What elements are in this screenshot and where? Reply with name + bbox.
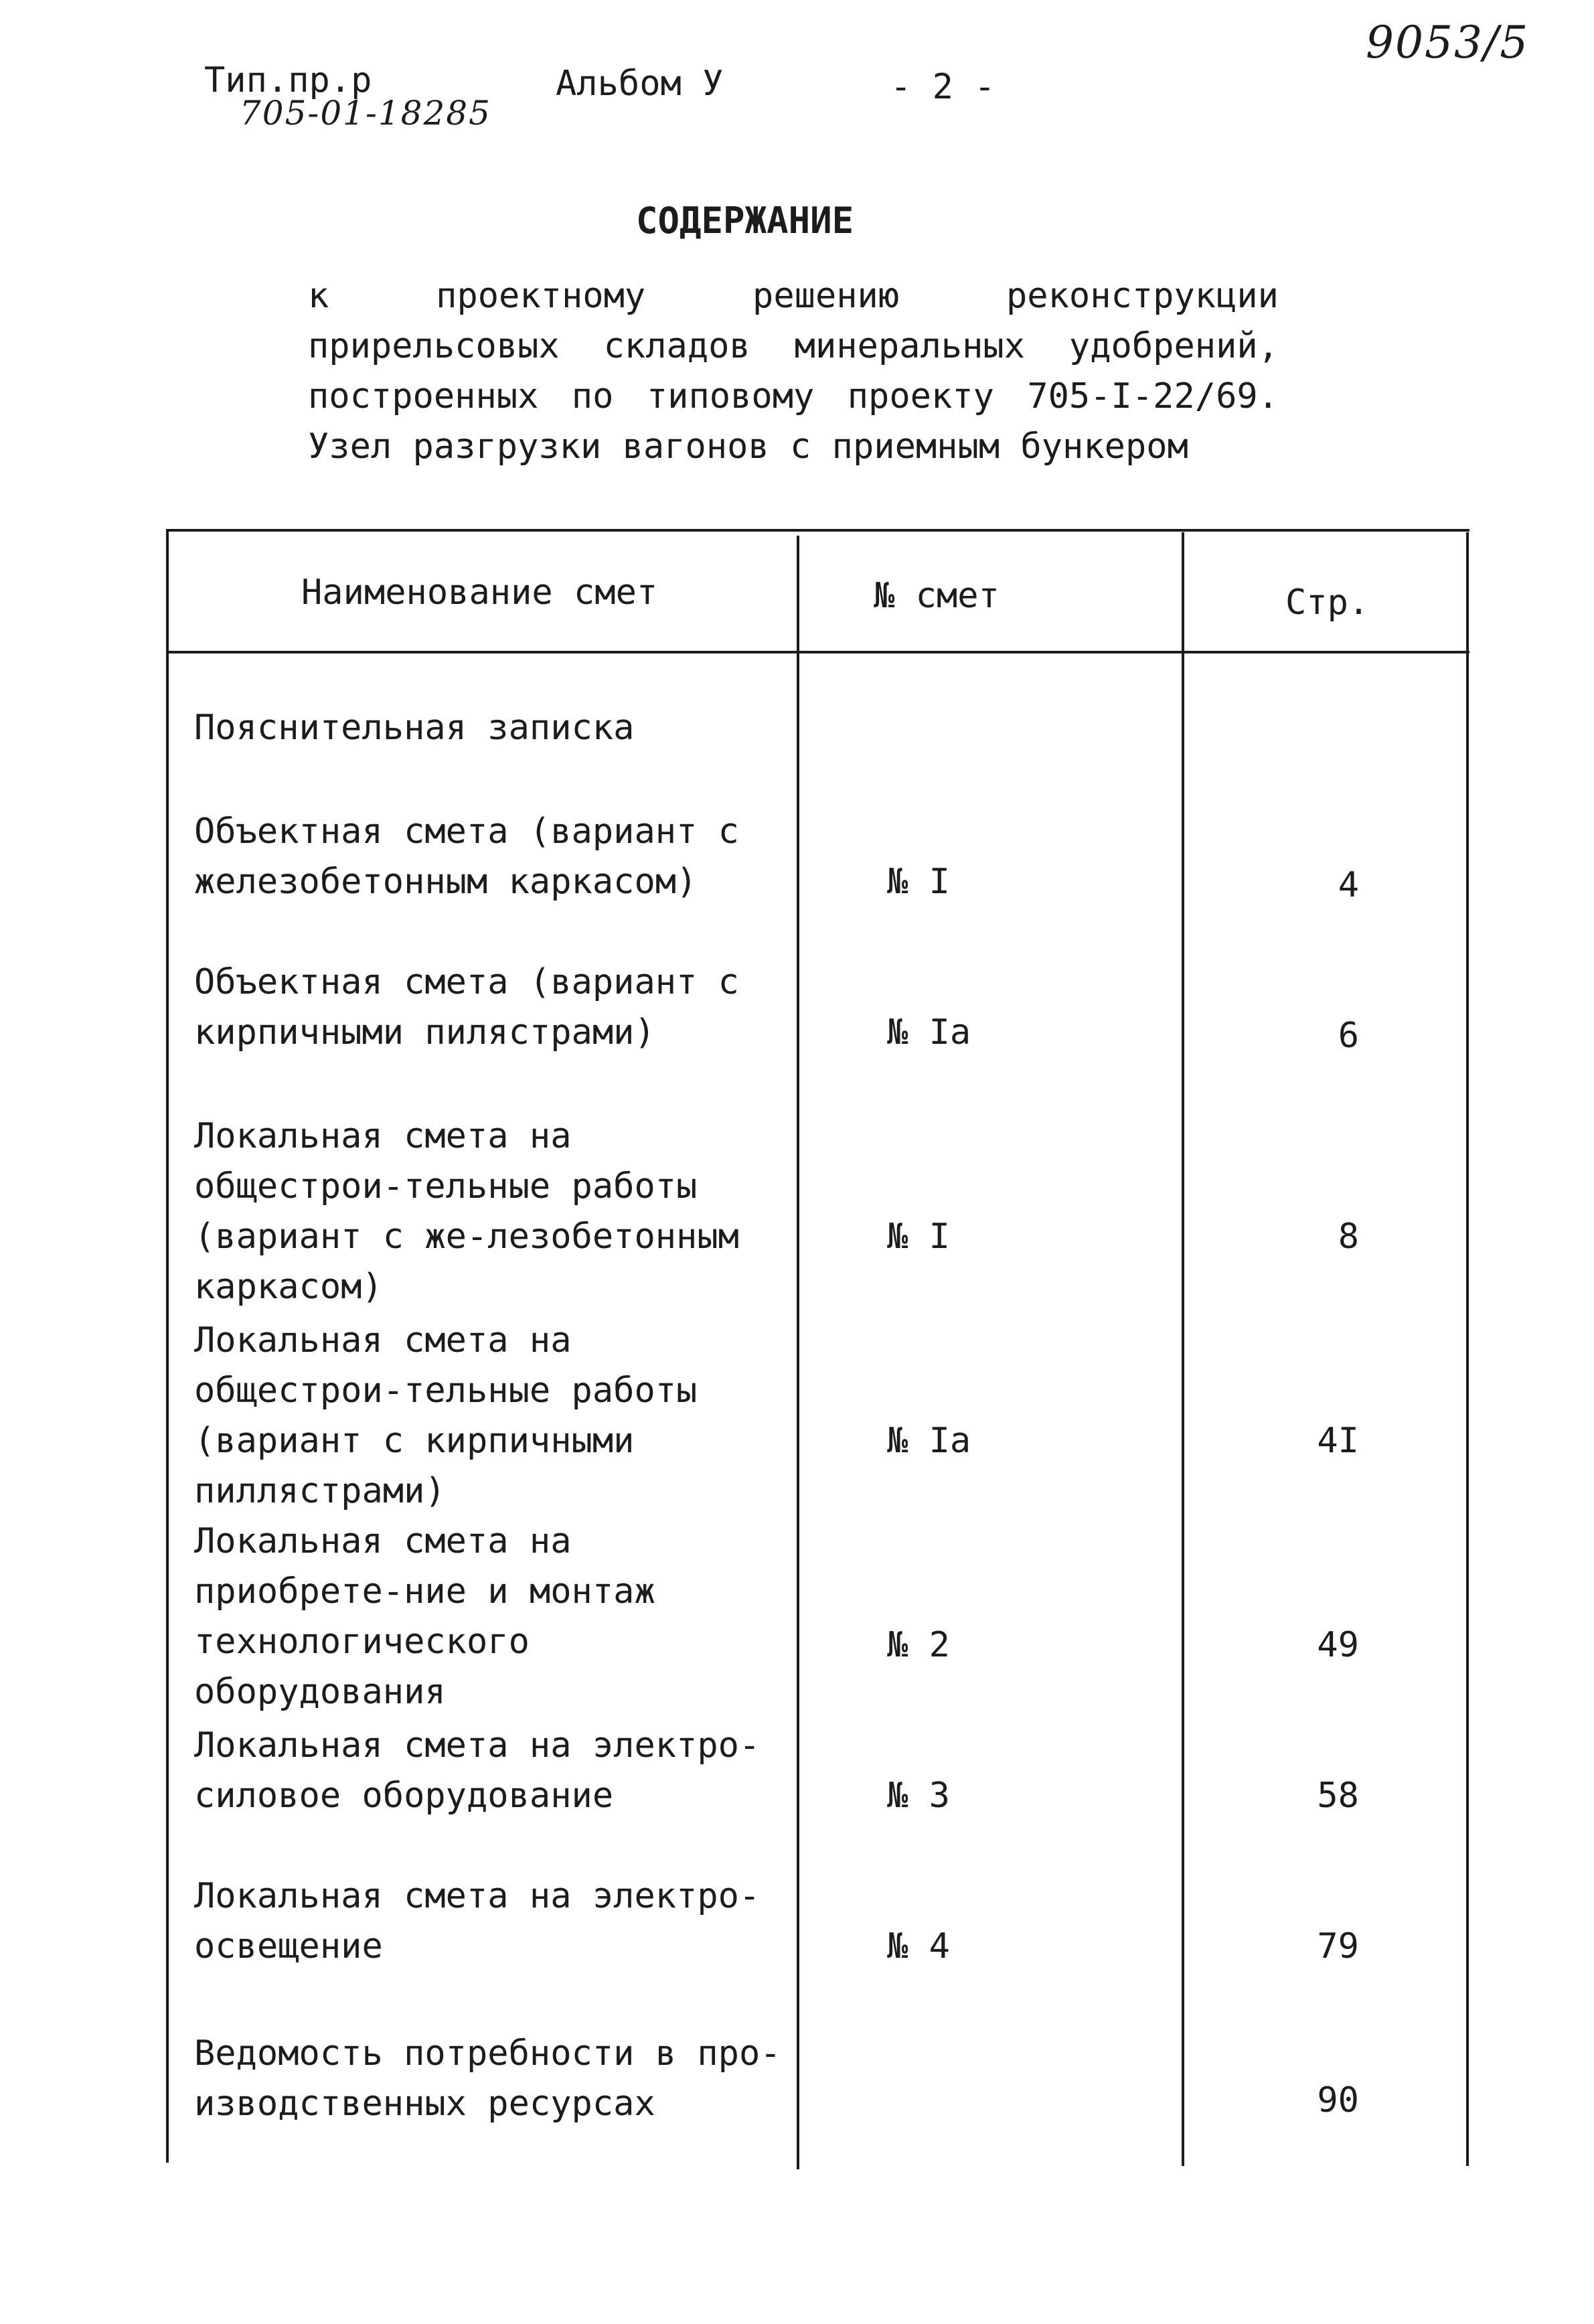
row-name: Ведомость потребности в про-изводственных ресурсах	[194, 2033, 781, 2124]
col-header-name: Наименование смет	[301, 572, 658, 613]
row-number: № 3	[887, 1776, 950, 1816]
column-divider-1	[797, 536, 799, 2169]
doc-ref-line2: 705-01-18285	[240, 94, 491, 133]
row-name: Локальная смета на электро-освещение	[194, 1876, 761, 1966]
row-number: № Iа	[887, 1421, 971, 1461]
row-name: Пояснительная записка	[194, 708, 635, 748]
row-page: 4	[1338, 865, 1359, 905]
album-label: Альбом У	[556, 64, 724, 104]
row-name: Локальная смета на электро-силовое оборудование	[194, 1725, 761, 1816]
row-number: № I	[887, 862, 950, 902]
row-number: № I	[887, 1217, 950, 1257]
row-name: Объектная смета (вариант с кирпичными пилястрами)	[194, 962, 739, 1053]
page-title: СОДЕРЖАНИЕ	[636, 200, 854, 242]
row-page: 49	[1317, 1625, 1359, 1665]
row-page: 8	[1338, 1217, 1359, 1257]
row-number: № Iа	[887, 1012, 971, 1053]
row-page: 79	[1317, 1926, 1359, 1966]
row-page: 58	[1317, 1776, 1359, 1816]
col-header-page: Стр.	[1285, 583, 1370, 623]
table-top-border	[167, 529, 1469, 532]
page-number: - 2 -	[890, 67, 995, 107]
row-name: Локальная смета на общестрои-тельные работы (вариант с же-лезобетонным каркасом)	[194, 1116, 739, 1307]
row-page: 4I	[1317, 1421, 1359, 1461]
col-header-number: № смет	[874, 576, 1000, 616]
row-number: № 4	[887, 1926, 950, 1966]
archive-number: 9053/5	[1366, 17, 1530, 68]
row-number: № 2	[887, 1625, 950, 1665]
table-right-border	[1466, 532, 1469, 2166]
header-bottom-border	[167, 651, 1469, 653]
row-name: Объектная смета (вариант с железобетонным каркасом)	[194, 811, 739, 902]
row-page: 6	[1338, 1016, 1359, 1056]
column-divider-2	[1182, 532, 1184, 2166]
table-left-border	[166, 529, 169, 2163]
row-page: 90	[1317, 2080, 1359, 2120]
doc-ref-line1: Тип.пр.р	[204, 60, 372, 100]
row-name: Локальная смета на общестрои-тельные работы (вариант с кирпичными пиллястрами)	[194, 1320, 698, 1511]
intro-text: к проектному решению реконструкции прирельсовых складов минеральных удобрений, построенных по типовому проекту 705-I-22/69. Узел разгрузки вагонов с приемным бункером	[308, 276, 1279, 467]
row-name: Локальная смета на приобрете-ние и монтаж технологического оборудования	[194, 1521, 655, 1712]
